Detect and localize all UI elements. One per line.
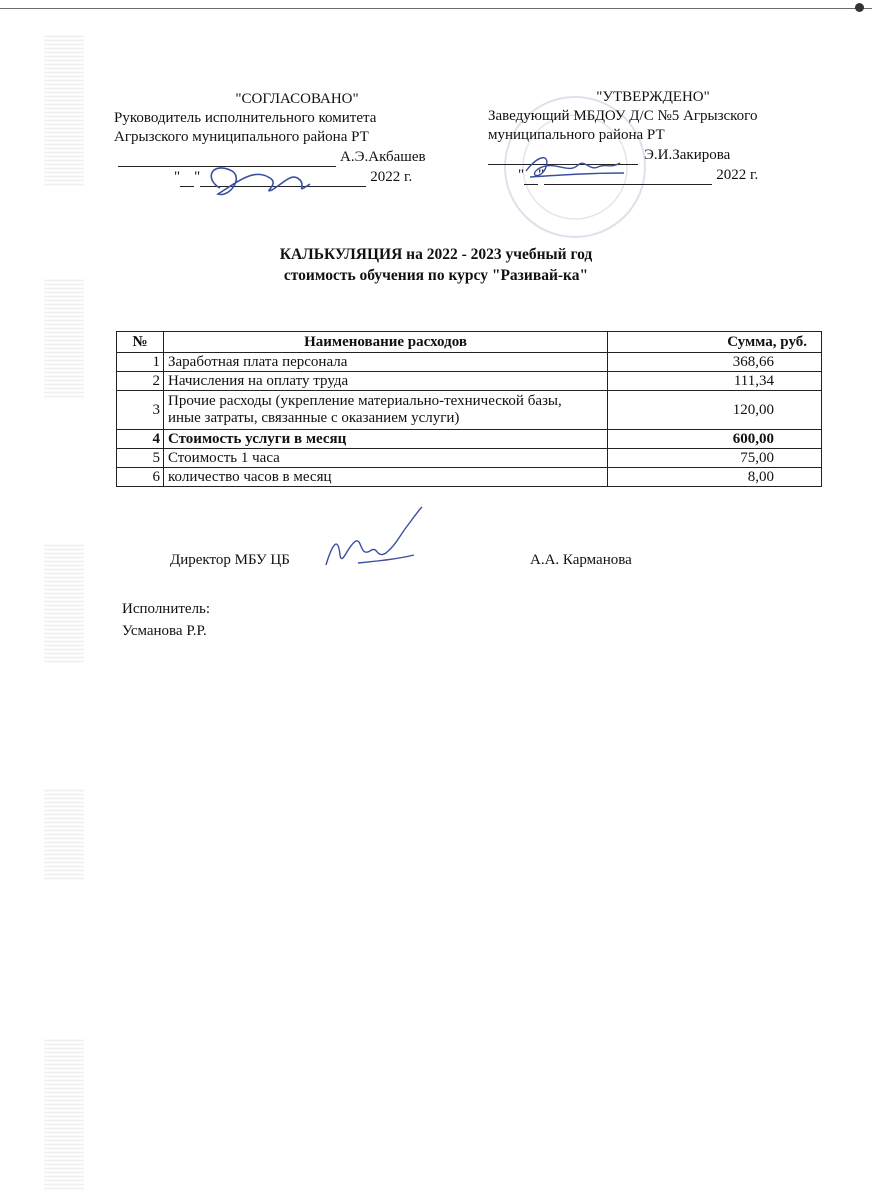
document-title: КАЛЬКУЛЯЦИЯ на 2022 - 2023 учебный год: [279, 246, 593, 263]
row-sum: 111,34: [608, 372, 822, 391]
row-sum: 8,00: [608, 468, 822, 487]
date-quote-open: ": [518, 167, 525, 183]
row-num: 2: [117, 372, 164, 391]
row-num: 6: [117, 468, 164, 487]
row-num: 4: [117, 430, 164, 449]
row-sum: 368,66: [608, 353, 822, 372]
date-day-line: [180, 171, 194, 187]
row-sum: 120,00: [608, 391, 822, 430]
approval-approved-signer: Э.И.Закирова: [644, 147, 731, 163]
approval-agreed-position-line2: Агрызского муниципального района РТ: [114, 129, 369, 145]
table-row-total: [117, 430, 822, 449]
approval-agreed-heading: "СОГЛАСОВАНО": [235, 91, 359, 107]
row-num: 3: [117, 391, 164, 430]
director-role: Директор МБУ ЦБ: [170, 552, 290, 568]
document-subtitle: стоимость обучения по курсу "Разивай-ка": [283, 267, 589, 284]
row-name: количество часов в месяц: [164, 468, 608, 487]
approval-approved-position-line1: Заведующий МБДОУ Д/С №5 Агрызского: [488, 108, 758, 124]
approval-approved-position-line2: муниципального района РТ: [488, 127, 665, 143]
approval-agreed-signer: А.Э.Акбашев: [340, 149, 426, 165]
header-sum: Сумма, руб.: [608, 332, 822, 353]
scan-noise-strip: [44, 790, 84, 880]
row-num: 1: [117, 353, 164, 372]
row-sum: 75,00: [608, 449, 822, 468]
row-name: Заработная плата персонала: [164, 353, 608, 372]
row-name-line2: иные затраты, связанные с оказанием услуги): [168, 410, 460, 426]
date-quote-close: ": [538, 167, 545, 183]
row-sum: 600,00: [608, 430, 822, 449]
signature-akbashev: [200, 150, 320, 210]
signature-karmanova: [318, 505, 428, 575]
row-name: Начисления на оплату труда: [164, 372, 608, 391]
row-name: Стоимость услуги в месяц: [164, 430, 608, 449]
signature-zakirova: [520, 145, 630, 195]
approval-approved-date-year: 2022 г.: [716, 167, 759, 183]
executor-label: Исполнитель:: [122, 601, 211, 617]
approval-approved-heading: "УТВЕРЖДЕНО": [596, 89, 710, 105]
director-name: А.А. Карманова: [530, 552, 632, 568]
header-num: №: [117, 332, 164, 353]
scan-noise-strip: [44, 280, 84, 400]
date-quote-open: ": [174, 169, 181, 185]
executor-block: [122, 598, 210, 642]
row-name: Стоимость 1 часа: [164, 449, 608, 468]
scan-mark-dot: [855, 3, 864, 12]
scan-edge-line: [0, 8, 872, 9]
table-row: [117, 391, 822, 430]
header-name: Наименование расходов: [164, 332, 608, 353]
scan-noise-strip: [44, 545, 84, 665]
executor-name: Усманова Р.Р.: [122, 623, 207, 639]
scan-noise-strip: [44, 36, 84, 186]
table-row: [117, 468, 822, 487]
row-num: 5: [117, 449, 164, 468]
row-name-line1: Прочие расходы (укрепление материально-технической базы,: [168, 393, 562, 409]
table-row: [117, 449, 822, 468]
table-row: [117, 372, 822, 391]
date-quote-close: ": [194, 169, 201, 185]
scan-noise-strip: [44, 1040, 84, 1190]
table-header-row: [117, 332, 822, 353]
table-row: [117, 353, 822, 372]
approval-agreed-date-year: 2022 г.: [370, 169, 413, 185]
calculation-table: [116, 331, 822, 487]
row-name-multiline: [164, 391, 608, 430]
approval-agreed-position-line1: Руководитель исполнительного комитета: [114, 110, 377, 126]
